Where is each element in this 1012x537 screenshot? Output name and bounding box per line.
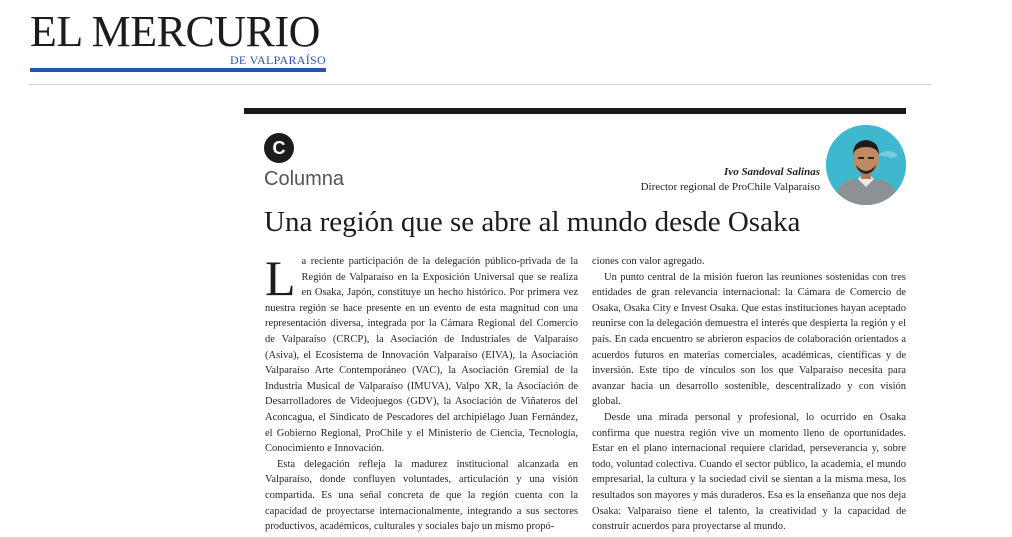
section-label: Columna [264, 168, 345, 190]
masthead [30, 8, 330, 74]
author-role: Director regional de ProChile Valparaíso [640, 181, 820, 193]
article-column-left [265, 250, 578, 535]
author-portrait-icon [826, 125, 906, 205]
article-clipping [244, 108, 906, 537]
author-name: Ivo Sandoval Salinas [724, 166, 820, 178]
paragraph: Esta delegación refleja la madurez institucional alcanzada en Valparaíso, donde confluyen voluntades, articulación y una visión compartida. Es una señal concreta de que la región cuenta con la capacidad de proyectarse internacionalmente, integrando a sus sectores productivos, académicos, culturales y sociales bajo un mismo propó- [265, 458, 578, 533]
article-column-right [592, 254, 906, 535]
paragraph: Desde una mirada personal y profesional, lo ocurrido en Osaka confirma que nuestra región vive un momento lleno de oportunidades. Estar en el plano internacional requiere claridad, perseverancia y, sobre todo, voluntad colectiva. Cuando el sector público, la academia, el mundo empresarial, la cultura y la sociedad civil se sientan a la misma mesa, los resultados son mayores y más duraderos. Esa es la enseñanza que nos deja Osaka: Valparaíso tiene el talento, la creatividad y la capacidad de construir acuerdos para proyectarse al mundo. [592, 411, 906, 533]
author-photo [826, 125, 906, 205]
article-top-rule [244, 108, 906, 114]
page-divider [28, 84, 932, 85]
paragraph: Un punto central de la misión fueron las reuniones sostenidas con tres entidades de gran relevancia internacional: la Cámara de Comercio de Osaka, Osaka City e Invest Osaka. Que estas instituciones hayan aceptado reunirse con la delegación demuestra el interés que despierta la región y el país. En cada encuentro se abrieron espacios de colaboración orientados a acuerdos futuros en materias comerciales, académicas, científicas y de inversión. Este tipo de vínculos son los que Valparaíso necesita para avanzar hacia un desarrollo sostenible, descentralizado y con visión global. [592, 271, 906, 408]
paragraph: ciones con valor agregado. [592, 256, 705, 267]
paragraph-text: a reciente participación de la delegación público-privada de la Región de Valparaíso en la Exposición Universal que se realiza en Osaka, Japón, constituye un hecho histórico. Por primera vez nuestra región se hace presente en un evento de esta magnitud con una representación diversa, integrada por la Cámara Regional del Comercio de Valparaíso (CRCP), la Asociación de Industriales de Valparaíso (Asiva), el Ecosistema de Innovación Valparaíso (EIVA), la Asociación Valparaíso Arte Contemporáneo (VAC), la Asociación Gremial de la Industria Musical de Valparaíso (IMUVA), Valpo XR, la Asociación de Desarrolladores de Videojuegos (GDV), la Asociación de Viñateros del Aconcagua, el Sindicato de Pescadores del archipiélago Juan Fernández, el Gobierno Regional, ProChile y el Ministerio de Ciencia, Tecnología, Conocimiento e Innovación. [265, 256, 578, 455]
section-badge: C [264, 133, 294, 163]
drop-cap: L [265, 250, 296, 306]
masthead-subtitle: DE VALPARAÍSO [229, 53, 326, 67]
masthead-underline [30, 68, 326, 72]
headline: Una región que se abre al mundo desde Osaka [264, 206, 801, 238]
masthead-title: EL MERCURIO [30, 7, 320, 56]
paragraph [265, 250, 578, 457]
